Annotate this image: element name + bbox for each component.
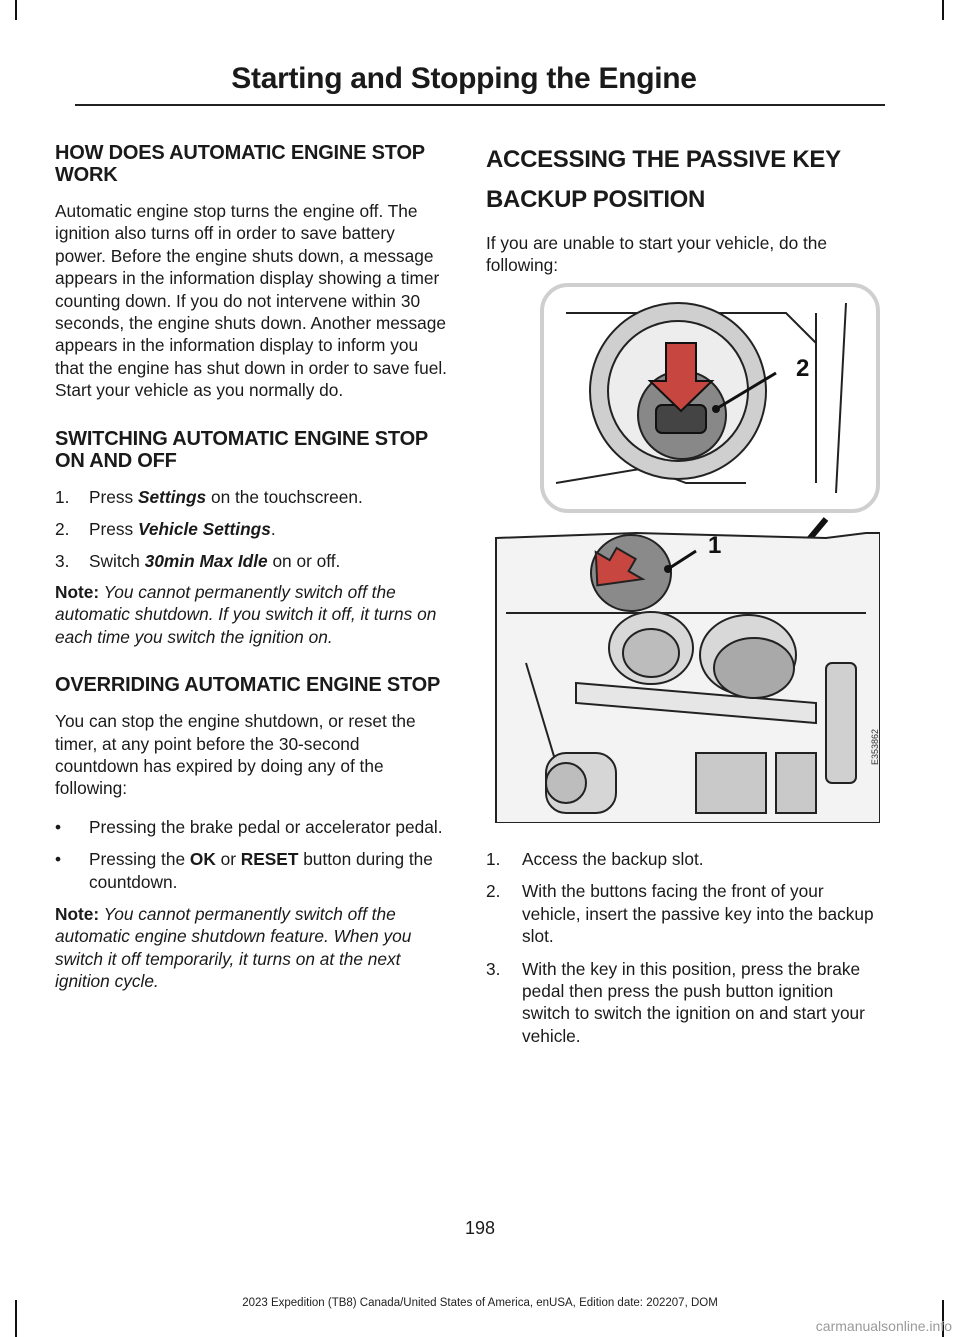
heading-how-does-automatic-engine-stop-work: HOW DOES AUTOMATIC ENGINE STOP WORK [55, 142, 425, 186]
note-label: Note: [55, 903, 100, 924]
list-item: 1. Access the backup slot. [486, 849, 704, 869]
paragraph-overriding: You can stop the engine shutdown, or reset the timer, at any point before the 30-second countdown has expired by doing any of the following: [55, 711, 416, 799]
callout-2: 2 [796, 355, 810, 382]
backup-steps [486, 848, 882, 1047]
ui-label: Settings [137, 486, 207, 507]
overriding-bullets [55, 816, 447, 893]
page-title: Starting and Stopping the Engine [231, 62, 697, 95]
heading-switching-on-off: SWITCHING AUTOMATIC ENGINE STOP ON AND OFF [55, 427, 428, 472]
paragraph-how-it-works: Automatic engine stop turns the engine off. The ignition also turns off in order to save battery power. Before the engine shuts down, a message appears in the information display showing a timer counting down. If you do not intervene within 30 seconds, the engine shuts down. Another message appears in the information display to inform you that the engine has shut down in order to save fuel. Start your vehicle as you normally do. [55, 201, 447, 401]
ui-label: Vehicle Settings [137, 519, 271, 540]
left-column [55, 142, 447, 1009]
footer-edition: 2023 Expedition (TB8) Canada/United States of America, enUSA, Edition date: 202207, DOM [242, 1297, 718, 1309]
watermark: carmanualsonline.info [815, 1318, 952, 1334]
list-item: • Pressing the brake pedal or accelerator pedal. [55, 816, 443, 837]
paragraph-intro: If you are unable to start your vehicle, do the following: [486, 233, 828, 276]
bullet-icon: • [55, 849, 62, 870]
note-switching: Note: You cannot permanently switch off the automatic shutdown. If you switch it off, it turns on each time you switch the ignition on. [55, 581, 437, 647]
section-switching [55, 428, 447, 648]
list-item: • Pressing the OK or RESET button during the countdown. [55, 849, 433, 892]
section-how-it-works [55, 142, 447, 402]
reset-button-label: RESET [240, 849, 299, 870]
crop-mark-top-left [15, 0, 17, 20]
page-number: 198 [464, 1218, 496, 1238]
right-column [486, 140, 882, 293]
note-overriding: Note: You cannot permanently switch off the automatic engine shutdown feature. When you switch it off temporarily, it turns on at the next ignition cycle. [55, 903, 412, 992]
ok-button-label: OK [189, 849, 216, 870]
heading-overriding: OVERRIDING AUTOMATIC ENGINE STOP [55, 674, 441, 697]
list-item: 3. Switch 30min Max Idle on or off. [55, 551, 341, 572]
console-backup-slot-drawing [486, 283, 880, 823]
backup-slot-illustration [486, 283, 880, 823]
figure-code: E353862 [870, 729, 880, 766]
list-item: 3. With the key in this position, press the brake pedal then press the push button ignition switch to switch the ignition on and start your vehicle. [486, 958, 865, 1046]
heading-passive-key-backup: ACCESSING THE PASSIVE KEY BACKUP POSITION [486, 146, 841, 213]
note-label: Note: [55, 581, 100, 602]
list-item: 2. Press Vehicle Settings. [55, 519, 276, 540]
list-item: 2. With the buttons facing the front of your vehicle, insert the passive key into the backup slot. [486, 881, 874, 947]
list-item: 1. Press Settings on the touchscreen. [55, 486, 363, 507]
bullet-icon: • [55, 816, 62, 837]
callout-1: 1 [708, 532, 722, 559]
right-column-steps [486, 848, 882, 1057]
section-overriding [55, 674, 447, 992]
header-rule [75, 104, 885, 106]
switching-steps [55, 486, 447, 573]
ui-label: 30min Max Idle [144, 551, 268, 572]
crop-mark-top-right [942, 0, 944, 20]
